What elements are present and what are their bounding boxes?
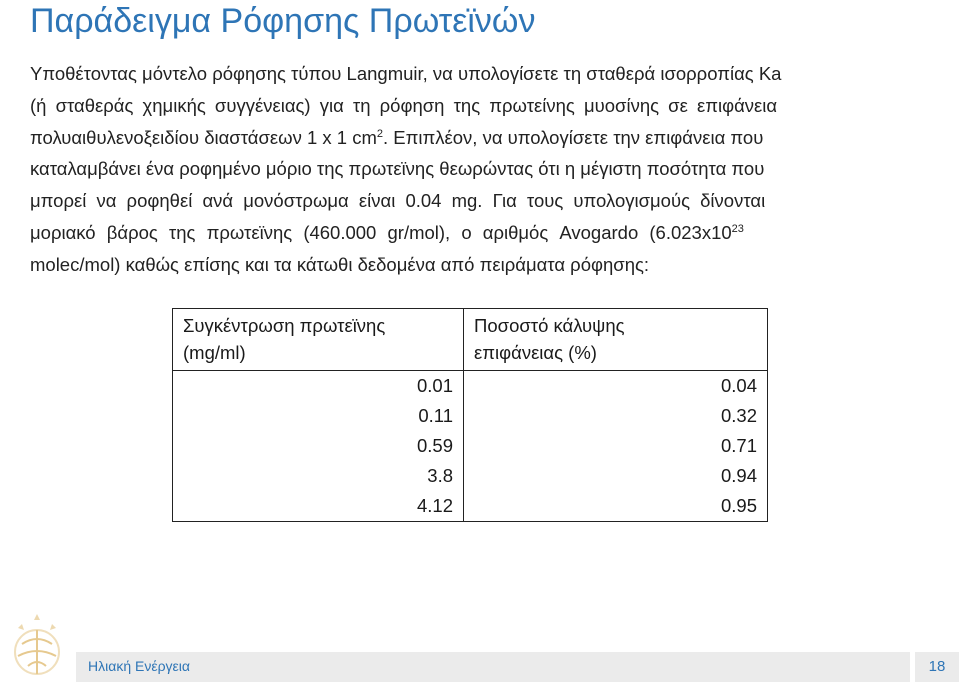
concentration-cell: 4.12 xyxy=(173,491,464,522)
table-row xyxy=(173,461,768,491)
coverage-cell: 0.71 xyxy=(464,431,768,461)
table-header-row xyxy=(173,309,768,371)
coverage-cell: 0.94 xyxy=(464,461,768,491)
header-coverage: Ποσοστό κάλυψης επιφάνειας (%) xyxy=(464,309,768,371)
table-row xyxy=(173,431,768,461)
concentration-cell: 0.01 xyxy=(173,371,464,402)
table-row xyxy=(173,491,768,522)
coverage-cell: 0.95 xyxy=(464,491,768,522)
text-line: πολυαιθυλενοξειδίου διαστάσεων 1 x 1 $cm^2$. Επιπλέον, να υπολογίσετε την επιφάνεια που xyxy=(30,126,764,148)
course-name: Ηλιακή Ενέργεια xyxy=(88,658,190,674)
text-line: καταλαμβάνει ένα ροφημένο μόριο της πρωτεϊνης θεωρώντας ότι η μέγιστη ποσότητα που xyxy=(30,158,765,180)
text-line: μπορεί να ροφηθεί ανά μονόστρωμα είναι 0.04 mg. Για τους υπολογισμούς δίνονται xyxy=(30,190,766,212)
coverage-cell: 0.32 xyxy=(464,401,768,431)
page-number: 18 xyxy=(928,658,946,675)
coverage-cell: 0.04 xyxy=(464,371,768,402)
header-concentration: Συγκέντρωση πρωτεϊνης (mg/ml) xyxy=(173,309,464,371)
concentration-cell: 0.59 xyxy=(173,431,464,461)
adsorption-data-table xyxy=(172,308,768,522)
text-line: molec/mol) καθώς επίσης και τα κάτωθι δεδομένα από πειράματα ρόφησης: xyxy=(30,253,650,275)
text-line: (ή σταθεράς χημικής συγγένειας) για τη ρόφηση της πρωτείνης μυοσίνης σε επιφάνεια xyxy=(30,94,778,116)
slide-title: Παράδειγμα Ρόφησης Πρωτεϊνών xyxy=(30,2,536,40)
footer-bar xyxy=(76,652,910,682)
concentration-cell: 0.11 xyxy=(173,401,464,431)
text-line: Υποθέτοντας μόντελο ρόφησης τύπου Langmuir, να υπολογίσετε τη σταθερά ισορροπίας Ka xyxy=(30,63,782,84)
table-row xyxy=(173,401,768,431)
footer xyxy=(0,608,960,687)
university-logo-icon xyxy=(4,614,70,680)
concentration-cell: 3.8 xyxy=(173,461,464,491)
text-line: μοριακό βάρος της πρωτεϊνης (460.000 gr/mol), ο αριθμός Avogardo ($6.023x10^{23}$ xyxy=(30,221,744,243)
problem-statement xyxy=(30,58,908,281)
table-row xyxy=(173,371,768,402)
